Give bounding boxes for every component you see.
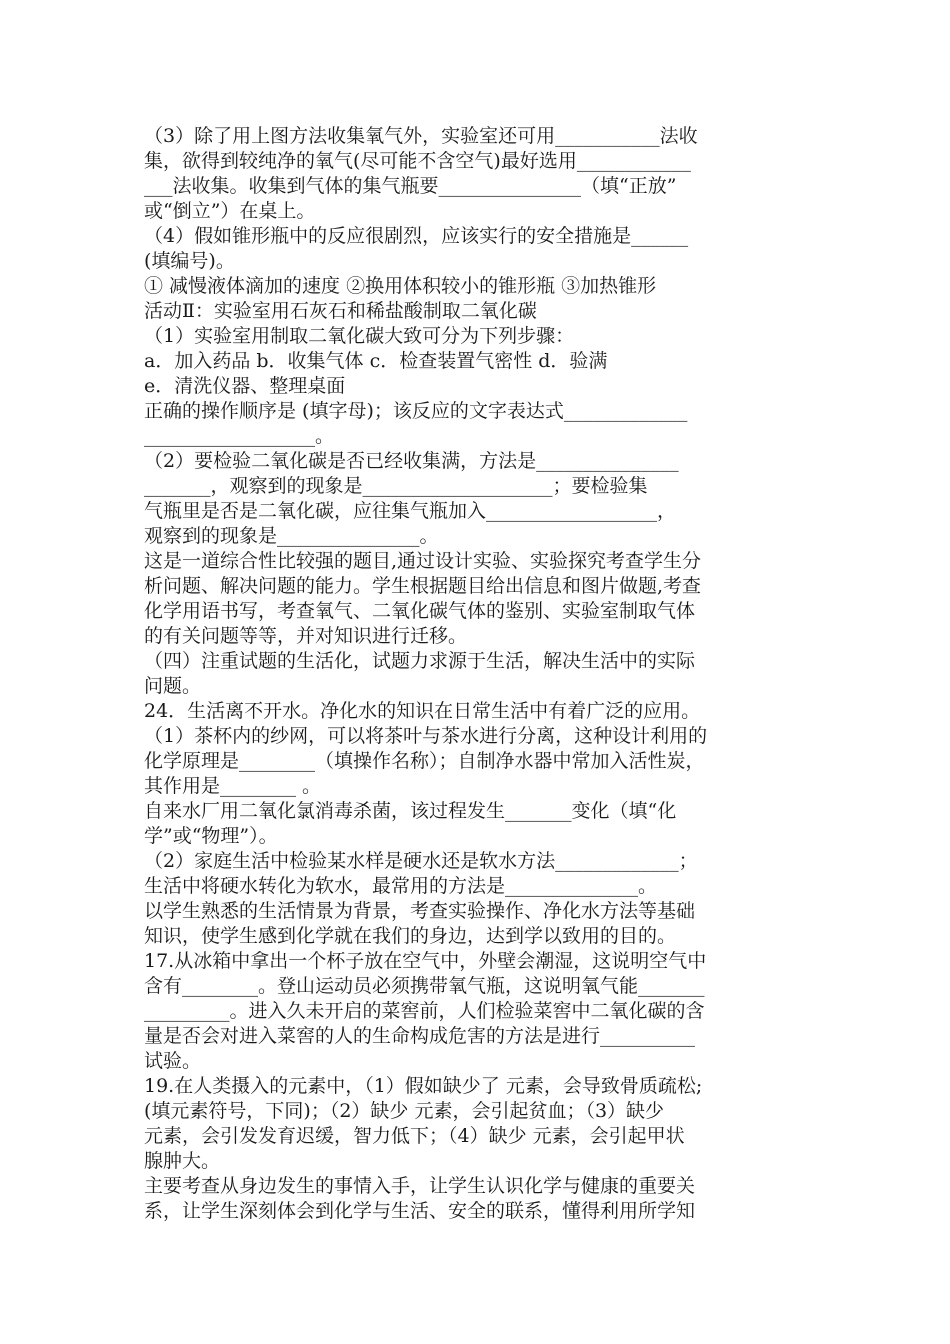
text-line: 正确的操作顺序是 (填字母)；该反应的文字表达式_____________ — [144, 400, 688, 422]
text-line: 学”或“物理”）。 — [144, 825, 278, 847]
text-line: 气瓶里是否是二氧化碳，应往集气瓶加入__________________， — [144, 500, 677, 522]
text-line: 元素，会引发发育迟缓，智力低下；（4）缺少 元素，会引起甲状 — [144, 1125, 685, 1147]
text-line: 这是一道综合性比较强的题目,通过设计实验、实验探究考查学生分 — [144, 550, 702, 572]
text-line: （四）注重试题的生活化，试题力求源于生活，解决生活中的实际 — [144, 650, 696, 672]
text-line: ___法收集。收集到气体的集气瓶要_______________（填“正放” — [144, 175, 677, 197]
text-line: 系，让学生深刻体会到化学与生活、安全的联系，懂得利用所学知 — [144, 1200, 696, 1222]
text-line: __________________。 — [144, 425, 335, 447]
text-line: （1）实验室用制取二氧化碳大致可分为下列步骤： — [144, 325, 575, 347]
text-line: 活动Ⅱ：实验室用石灰石和稀盐酸制取二氧化碳 — [144, 300, 537, 322]
text-line: 含有________。登山运动员必须携带氧气瓶，这说明氧气能_______ — [144, 975, 705, 997]
text-line: ① 减慢液体滴加的速度 ②换用体积较小的锥形瓶 ③加热锥形 — [144, 275, 657, 297]
text-line: 19.在人类摄入的元素中，（1）假如缺少了 元素，会导致骨质疏松; — [144, 1075, 703, 1097]
text-line: 以学生熟悉的生活情景为背景，考查实验操作、净化水方法等基础 — [144, 900, 696, 922]
text-line: 或“倒立”）在桌上。 — [144, 200, 316, 222]
text-line: _______，观察到的现象是____________________；要检验集 — [144, 475, 648, 497]
document-body — [144, 124, 806, 1224]
text-line: 集，欲得到较纯净的氧气(尽可能不含空气)最好选用____________ — [144, 150, 691, 172]
text-line: 其作用是________ 。 — [144, 775, 322, 797]
text-line: 化学原理是________（填操作名称）；自制净水器中常加入活性炭， — [144, 750, 705, 772]
text-line: （4）假如锥形瓶中的反应很剧烈，应该实行的安全措施是______ — [144, 225, 689, 247]
text-line: （3）除了用上图方法收集氧气外，实验室还可用___________法收 — [144, 125, 698, 147]
text-line: e．清洗仪器、整理桌面 — [144, 375, 346, 397]
text-line: 观察到的现象是_______________。 — [144, 525, 439, 547]
text-line: 生活中将硬水转化为软水，最常用的方法是______________。 — [144, 875, 658, 897]
text-line: (填编号)。 — [144, 250, 235, 272]
text-line: 自来水厂用二氧化氯消毒杀菌，该过程发生_______变化（填“化 — [144, 800, 677, 822]
text-line: （2）家庭生活中检验某水样是硬水还是软水方法_____________； — [144, 850, 698, 872]
text-line: 试验。 — [144, 1050, 202, 1072]
text-line: 24．生活离不开水。净化水的知识在日常生活中有着广泛的应用。 — [144, 700, 701, 722]
text-line: 腺肿大。 — [144, 1150, 221, 1172]
text-line: 17.从冰箱中拿出一个杯子放在空气中，外壁会潮湿，这说明空气中 — [144, 950, 707, 972]
text-line: (填元素符号，下同)；（2）缺少 元素，会引起贫血；（3）缺少 — [144, 1100, 665, 1122]
text-line: _________。进入久未开启的菜窖前，人们检验菜窖中二氧化碳的含 — [144, 1000, 705, 1022]
text-line: 的有关问题等等，并对知识进行迁移。 — [144, 625, 468, 647]
text-line: 量是否会对进入菜窖的人的生命构成危害的方法是进行__________ — [144, 1025, 696, 1047]
text-line: （2）要检验二氧化碳是否已经收集满，方法是_______________ — [144, 450, 679, 472]
text-line: a．加入药品 b．收集气体 c．检查装置气密性 d．验满 — [144, 350, 608, 372]
text-line: 主要考查从身边发生的事情入手，让学生认识化学与健康的重要关 — [144, 1175, 696, 1197]
text-line: 析问题、解决问题的能力。学生根据题目给出信息和图片做题,考查 — [144, 575, 702, 597]
text-line: （1）茶杯内的纱网，可以将茶叶与茶水进行分离，这种设计利用的 — [144, 725, 708, 747]
text-line: 问题。 — [144, 675, 202, 697]
text-line: 知识，使学生感到化学就在我们的身边，达到学以致用的目的。 — [144, 925, 677, 947]
text-line: 化学用语书写，考查氧气、二氧化碳气体的鉴别、实验室制取气体 — [144, 600, 696, 622]
